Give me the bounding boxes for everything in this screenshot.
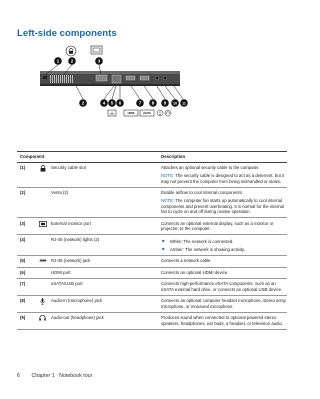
- callout-3: 3: [97, 58, 101, 64]
- component-description: Connects high-performance eSATA components, such as an eSATA external hard drive, or connects an optional USB device.: [158, 278, 287, 295]
- security-slot: [43, 76, 47, 79]
- component-description: Produces sound when connected to optional powered stereo speakers, headphones, ear buds, a headset, or television audio.: [158, 312, 287, 329]
- callout-9: 9: [163, 100, 167, 106]
- component-description: [158, 162, 287, 187]
- esata-symbol-label: eSATA: [142, 112, 152, 116]
- row-number: (1): [17, 162, 34, 187]
- table-row: [17, 312, 287, 329]
- lock-icon: [34, 162, 48, 187]
- component-name: RJ-45 (network) lights (2): [48, 235, 158, 256]
- headphone-icon: [34, 312, 48, 329]
- left-side-diagram: [36, 44, 206, 144]
- row-number: (8): [17, 295, 34, 312]
- table-row: [17, 235, 287, 256]
- callout-6: 6: [118, 100, 122, 106]
- table-header-row: [17, 152, 287, 163]
- monitor-port: [96, 75, 107, 81]
- note-text: The security cable is designed to act as a deterrent, but it may not prevent the computer from being mishandled or stolen.: [161, 172, 285, 184]
- note: [161, 198, 287, 215]
- component-name: HDMI port: [48, 267, 158, 278]
- description-text: Attaches an optional security cable to the computer.: [161, 164, 260, 170]
- callout-5: 5: [110, 100, 114, 106]
- table-row: [17, 256, 287, 267]
- row-number: (5): [17, 256, 34, 267]
- callout-1: 1: [56, 58, 60, 64]
- callout-2: 2: [70, 58, 74, 64]
- component-description: Connects an optional external display, such as a monitor or projector, to the computer.: [158, 218, 287, 235]
- monitor-symbol: [91, 46, 102, 54]
- table-row: [17, 218, 287, 235]
- row-number: (9): [17, 312, 34, 329]
- lock-symbol: [66, 46, 76, 56]
- component-name: Audio-in (microphone) jack: [48, 295, 158, 312]
- callout-10: 10: [173, 101, 177, 106]
- headphone-symbol: [165, 110, 171, 116]
- component-name: eSATA/USB port: [48, 278, 158, 295]
- component-name: Security cable slot: [48, 162, 158, 187]
- row-number: (3): [17, 218, 34, 235]
- table-row: [17, 267, 287, 278]
- mic-jack: [155, 76, 159, 80]
- hdmi-symbol-label: HDMI: [127, 112, 135, 116]
- callout-11: 11: [182, 101, 186, 106]
- headphone-jack: [163, 76, 167, 80]
- table-row: [17, 187, 287, 218]
- component-name: Vents (2): [48, 187, 158, 218]
- callout-7: 7: [138, 100, 142, 106]
- column-header-component: Component: [17, 152, 158, 163]
- page-footer: [17, 373, 92, 379]
- column-header-description: Description: [158, 152, 287, 163]
- bullet-list: [161, 239, 287, 252]
- note: [161, 173, 287, 184]
- row-number: (7): [17, 278, 34, 295]
- page-number: 6: [17, 373, 20, 379]
- callout-2b: 2: [81, 100, 85, 106]
- callout-4: 4: [102, 100, 106, 106]
- component-description: Connects an optional computer headset microphone, stereo array microphone, or monaural microphone.: [158, 295, 287, 312]
- table-row: [17, 278, 287, 295]
- callout-8: 8: [151, 100, 155, 106]
- list-item: Amber: The network is showing activity.: [161, 247, 287, 253]
- component-description: [158, 187, 287, 218]
- network-jack-icon: [34, 256, 48, 267]
- description-text: Enable airflow to cool internal components.: [161, 189, 243, 195]
- list-item: White: The network is connected.: [161, 239, 287, 245]
- microphone-icon: [34, 295, 48, 312]
- chapter-title: Chapter 1 Notebook tour: [31, 373, 93, 379]
- row-number: (4): [17, 235, 34, 256]
- component-description: [158, 235, 287, 256]
- component-name: RJ-45 (network) jack: [48, 256, 158, 267]
- table-row: [17, 295, 287, 312]
- note-label: NOTE:: [161, 172, 175, 178]
- table-row: [17, 162, 287, 187]
- note-text: The computer fan starts up automatically to cool internal components and prevent overheating. It is normal for the internal fan to cycle on and off during routine operation.: [161, 198, 285, 215]
- row-number: (2): [17, 187, 34, 218]
- row-number: (6): [17, 267, 34, 278]
- component-name: Audio-out (headphone) jack: [48, 312, 158, 329]
- note-label: NOTE:: [161, 198, 175, 203]
- monitor-port-icon: [34, 218, 48, 235]
- page-title: Left-side components: [17, 28, 117, 39]
- component-description: Connects a network cable.: [158, 256, 287, 267]
- component-name: External monitor port: [48, 218, 158, 235]
- component-description: Connects an optional HDMI device.: [158, 267, 287, 278]
- hdmi-port: [126, 76, 135, 80]
- components-table: [17, 151, 287, 330]
- rj45-jack: [112, 75, 121, 83]
- esata-port: [140, 76, 149, 80]
